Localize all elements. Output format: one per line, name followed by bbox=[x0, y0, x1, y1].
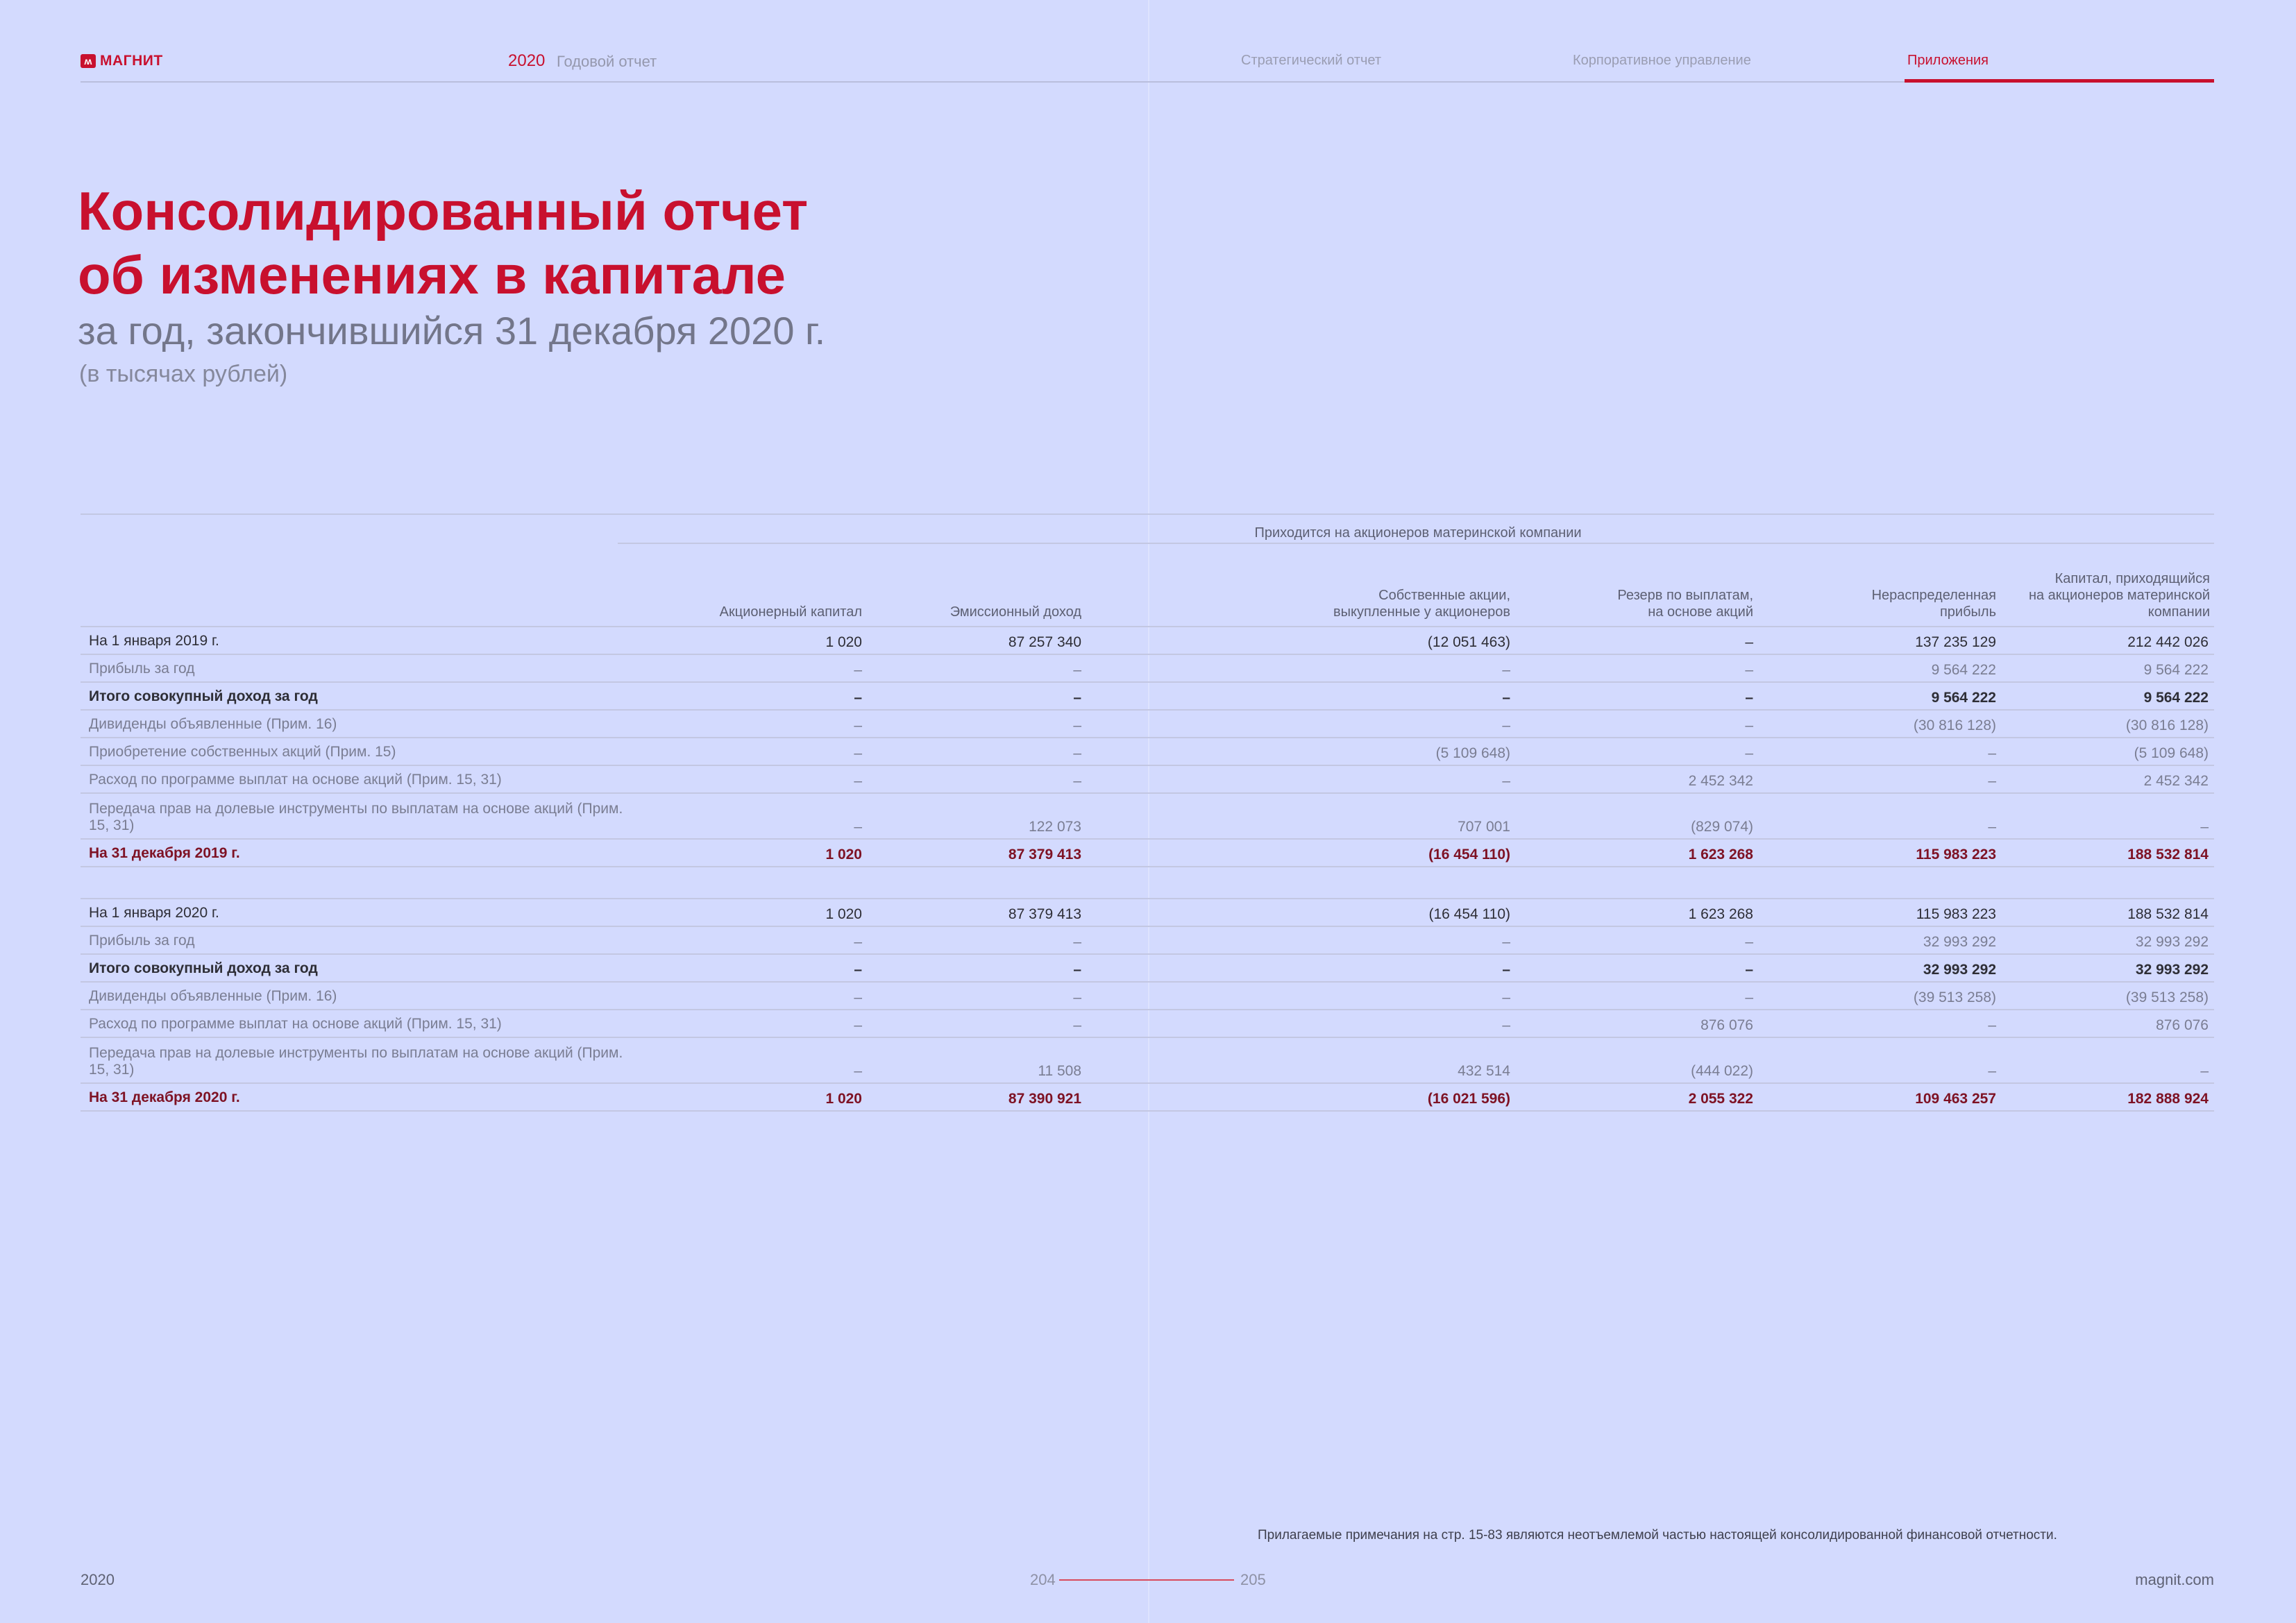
cell-value: (16 454 110) bbox=[1087, 839, 1516, 867]
logo-text: МАГНИТ bbox=[100, 53, 163, 69]
col-header-share-premium: Эмиссионный доход bbox=[949, 604, 1081, 620]
cell-value: – bbox=[868, 982, 1087, 1010]
cell-value bbox=[1759, 867, 2002, 899]
table-row bbox=[81, 954, 2214, 982]
cell-value: – bbox=[2002, 793, 2214, 839]
table-top-rule bbox=[81, 513, 2214, 515]
cell-value: – bbox=[1516, 926, 1759, 954]
table-row bbox=[81, 738, 2214, 765]
cell-value: 32 993 292 bbox=[2002, 954, 2214, 982]
units-note: (в тысячах рублей) bbox=[79, 361, 288, 387]
cell-value: – bbox=[1516, 982, 1759, 1010]
page-number-divider bbox=[1059, 1579, 1234, 1581]
cell-value: – bbox=[1087, 710, 1516, 738]
cell-value: 32 993 292 bbox=[2002, 926, 2214, 954]
cell-value bbox=[1087, 867, 1516, 899]
cell-value bbox=[1516, 867, 1759, 899]
cell-value: 9 564 222 bbox=[2002, 682, 2214, 710]
header-report-title: Годовой отчет bbox=[557, 53, 657, 70]
cell-value: 115 983 223 bbox=[1759, 899, 2002, 926]
cell-value: 2 452 342 bbox=[1516, 765, 1759, 793]
row-label: Итого совокупный доход за год bbox=[81, 682, 647, 710]
cell-value: 432 514 bbox=[1087, 1037, 1516, 1083]
table-row bbox=[81, 839, 2214, 867]
table-header bbox=[81, 544, 2214, 626]
cell-value: 11 508 bbox=[868, 1037, 1087, 1083]
cell-value: – bbox=[1759, 738, 2002, 765]
cell-value: – bbox=[1087, 654, 1516, 682]
col-header-parent-equity: Капитал, приходящийся на акционеров материнской компании bbox=[2028, 571, 2210, 620]
row-label: Передача прав на долевые инструменты по выплатам на основе акций (Прим. 15, 31) bbox=[81, 793, 647, 839]
cell-value: – bbox=[1087, 765, 1516, 793]
cell-value: 32 993 292 bbox=[1759, 926, 2002, 954]
cell-value: – bbox=[1759, 765, 2002, 793]
cell-value: 87 379 413 bbox=[868, 839, 1087, 867]
table-row bbox=[81, 765, 2214, 793]
cell-value: 2 055 322 bbox=[1516, 1083, 1759, 1111]
cell-value: 32 993 292 bbox=[1759, 954, 2002, 982]
cell-value: 1 020 bbox=[647, 839, 868, 867]
col-header-share-capital: Акционерный капитал bbox=[719, 604, 862, 620]
table-row bbox=[81, 654, 2214, 682]
cell-value: – bbox=[868, 954, 1087, 982]
row-label: Расход по программе выплат на основе акций (Прим. 15, 31) bbox=[81, 765, 647, 793]
row-label: Приобретение собственных акций (Прим. 15) bbox=[81, 738, 647, 765]
cell-value: 1 020 bbox=[647, 1083, 868, 1111]
cell-value: – bbox=[868, 710, 1087, 738]
footer-site-link[interactable]: magnit.com bbox=[2135, 1571, 2214, 1588]
table-row bbox=[81, 982, 2214, 1010]
table-row bbox=[81, 793, 2214, 839]
cell-value: (16 454 110) bbox=[1087, 899, 1516, 926]
cell-value: 876 076 bbox=[1516, 1010, 1759, 1037]
magnit-logo-icon: ʍ bbox=[81, 54, 96, 68]
table-row bbox=[81, 710, 2214, 738]
cell-value: 188 532 814 bbox=[2002, 899, 2214, 926]
cell-value: – bbox=[1516, 627, 1759, 654]
cell-value: – bbox=[647, 738, 868, 765]
col-header-retained-earnings: Нераспределенная прибыль bbox=[1871, 588, 1996, 620]
cell-value bbox=[868, 867, 1087, 899]
cell-value: – bbox=[647, 926, 868, 954]
cell-value: 1 623 268 bbox=[1516, 899, 1759, 926]
magnit-logo[interactable] bbox=[81, 53, 163, 69]
col-header-share-based-reserve: Резерв по выплатам, на основе акций bbox=[1617, 588, 1753, 620]
nav-strategic-report[interactable]: Стратегический отчет bbox=[1241, 53, 1382, 68]
table-body bbox=[81, 626, 2214, 1112]
cell-value: – bbox=[1087, 954, 1516, 982]
row-label: Прибыль за год bbox=[81, 926, 647, 954]
cell-value: 212 442 026 bbox=[2002, 627, 2214, 654]
cell-value: – bbox=[1087, 682, 1516, 710]
row-label: Дивиденды объявленные (Прим. 16) bbox=[81, 710, 647, 738]
cell-value: – bbox=[1087, 982, 1516, 1010]
page-number-right: 205 bbox=[1240, 1571, 1266, 1588]
footer-year: 2020 bbox=[81, 1571, 115, 1588]
row-label: Расход по программе выплат на основе акций (Прим. 15, 31) bbox=[81, 1010, 647, 1037]
table-row bbox=[81, 1083, 2214, 1111]
table-row bbox=[81, 926, 2214, 954]
cell-value: – bbox=[647, 682, 868, 710]
cell-value: – bbox=[647, 793, 868, 839]
cell-value: 876 076 bbox=[2002, 1010, 2214, 1037]
table-row bbox=[81, 899, 2214, 926]
table-spacer-row bbox=[81, 867, 2214, 899]
cell-value: – bbox=[868, 1010, 1087, 1037]
cell-value: 1 623 268 bbox=[1516, 839, 1759, 867]
cell-value: 137 235 129 bbox=[1759, 627, 2002, 654]
cell-value: – bbox=[868, 738, 1087, 765]
cell-value bbox=[2002, 867, 2214, 899]
cell-value: (5 109 648) bbox=[2002, 738, 2214, 765]
cell-value: – bbox=[1759, 793, 2002, 839]
cell-value: – bbox=[647, 710, 868, 738]
header-year: 2020 bbox=[508, 51, 546, 70]
row-label: На 31 декабря 2019 г. bbox=[81, 839, 647, 867]
cell-value: (39 513 258) bbox=[1759, 982, 2002, 1010]
cell-value: – bbox=[868, 765, 1087, 793]
cell-value: (30 816 128) bbox=[1759, 710, 2002, 738]
row-label: На 1 января 2019 г. bbox=[81, 627, 647, 654]
cell-value: – bbox=[647, 1010, 868, 1037]
row-label: На 1 января 2020 г. bbox=[81, 899, 647, 926]
row-label bbox=[81, 867, 647, 899]
cell-value: – bbox=[1759, 1037, 2002, 1083]
title-line-1: Консолидированный отчет bbox=[78, 180, 809, 241]
cell-value: – bbox=[647, 954, 868, 982]
group-header: Приходится на акционеров материнской компании bbox=[1254, 525, 1582, 541]
cell-value: 188 532 814 bbox=[2002, 839, 2214, 867]
cell-value: – bbox=[647, 654, 868, 682]
cell-value bbox=[647, 867, 868, 899]
row-label: Дивиденды объявленные (Прим. 16) bbox=[81, 982, 647, 1010]
cell-value: 115 983 223 bbox=[1759, 839, 2002, 867]
cell-value: – bbox=[647, 1037, 868, 1083]
cell-value: 707 001 bbox=[1087, 793, 1516, 839]
cell-value: – bbox=[1087, 1010, 1516, 1037]
cell-value: 1 020 bbox=[647, 627, 868, 654]
footnote: Прилагаемые примечания на стр. 15-83 являются неотъемлемой частью настоящей консолидированной финансовой отчетности. bbox=[1258, 1528, 2057, 1543]
cell-value: 1 020 bbox=[647, 899, 868, 926]
header-divider bbox=[81, 81, 2214, 83]
page-number-left: 204 bbox=[1030, 1571, 1056, 1588]
cell-value: – bbox=[1516, 654, 1759, 682]
cell-value: 2 452 342 bbox=[2002, 765, 2214, 793]
table-row bbox=[81, 1037, 2214, 1083]
row-label: Прибыль за год bbox=[81, 654, 647, 682]
row-label: Итого совокупный доход за год bbox=[81, 954, 647, 982]
cell-value: – bbox=[2002, 1037, 2214, 1083]
nav-active-indicator bbox=[1905, 79, 2214, 83]
nav-appendices[interactable]: Приложения bbox=[1907, 53, 1989, 68]
row-label: На 31 декабря 2020 г. bbox=[81, 1083, 647, 1111]
cell-value: (444 022) bbox=[1516, 1037, 1759, 1083]
cell-value: 9 564 222 bbox=[2002, 654, 2214, 682]
cell-value: (829 074) bbox=[1516, 793, 1759, 839]
cell-value: 122 073 bbox=[868, 793, 1087, 839]
cell-value: 87 257 340 bbox=[868, 627, 1087, 654]
cell-value: 87 379 413 bbox=[868, 899, 1087, 926]
cell-value: 109 463 257 bbox=[1759, 1083, 2002, 1111]
cell-value: (16 021 596) bbox=[1087, 1083, 1516, 1111]
cell-value: – bbox=[1516, 954, 1759, 982]
page-subtitle: за год, закончившийся 31 декабря 2020 г. bbox=[78, 309, 826, 352]
cell-value: – bbox=[868, 654, 1087, 682]
cell-value: 87 390 921 bbox=[868, 1083, 1087, 1111]
col-header-treasury-shares: Собственные акции, выкупленные у акционеров bbox=[1333, 588, 1510, 620]
cell-value: – bbox=[647, 982, 868, 1010]
table-row bbox=[81, 1010, 2214, 1037]
cell-value: – bbox=[1516, 682, 1759, 710]
cell-value: (39 513 258) bbox=[2002, 982, 2214, 1010]
cell-value: – bbox=[868, 682, 1087, 710]
cell-value: – bbox=[1759, 1010, 2002, 1037]
cell-value: – bbox=[647, 765, 868, 793]
cell-value: (12 051 463) bbox=[1087, 627, 1516, 654]
cell-value: (5 109 648) bbox=[1087, 738, 1516, 765]
cell-value: – bbox=[1516, 710, 1759, 738]
cell-value: – bbox=[1087, 926, 1516, 954]
nav-corporate-governance[interactable]: Корпоративное управление bbox=[1573, 53, 1751, 68]
page-title bbox=[78, 179, 808, 307]
table-row bbox=[81, 682, 2214, 710]
row-label: Передача прав на долевые инструменты по выплатам на основе акций (Прим. 15, 31) bbox=[81, 1037, 647, 1083]
cell-value: 9 564 222 bbox=[1759, 682, 2002, 710]
title-line-2: об изменениях в капитале bbox=[78, 244, 786, 305]
cell-value: (30 816 128) bbox=[2002, 710, 2214, 738]
page-header bbox=[81, 0, 2214, 83]
cell-value: 182 888 924 bbox=[2002, 1083, 2214, 1111]
table-row bbox=[81, 627, 2214, 654]
cell-value: 9 564 222 bbox=[1759, 654, 2002, 682]
cell-value: – bbox=[1516, 738, 1759, 765]
cell-value: – bbox=[868, 926, 1087, 954]
